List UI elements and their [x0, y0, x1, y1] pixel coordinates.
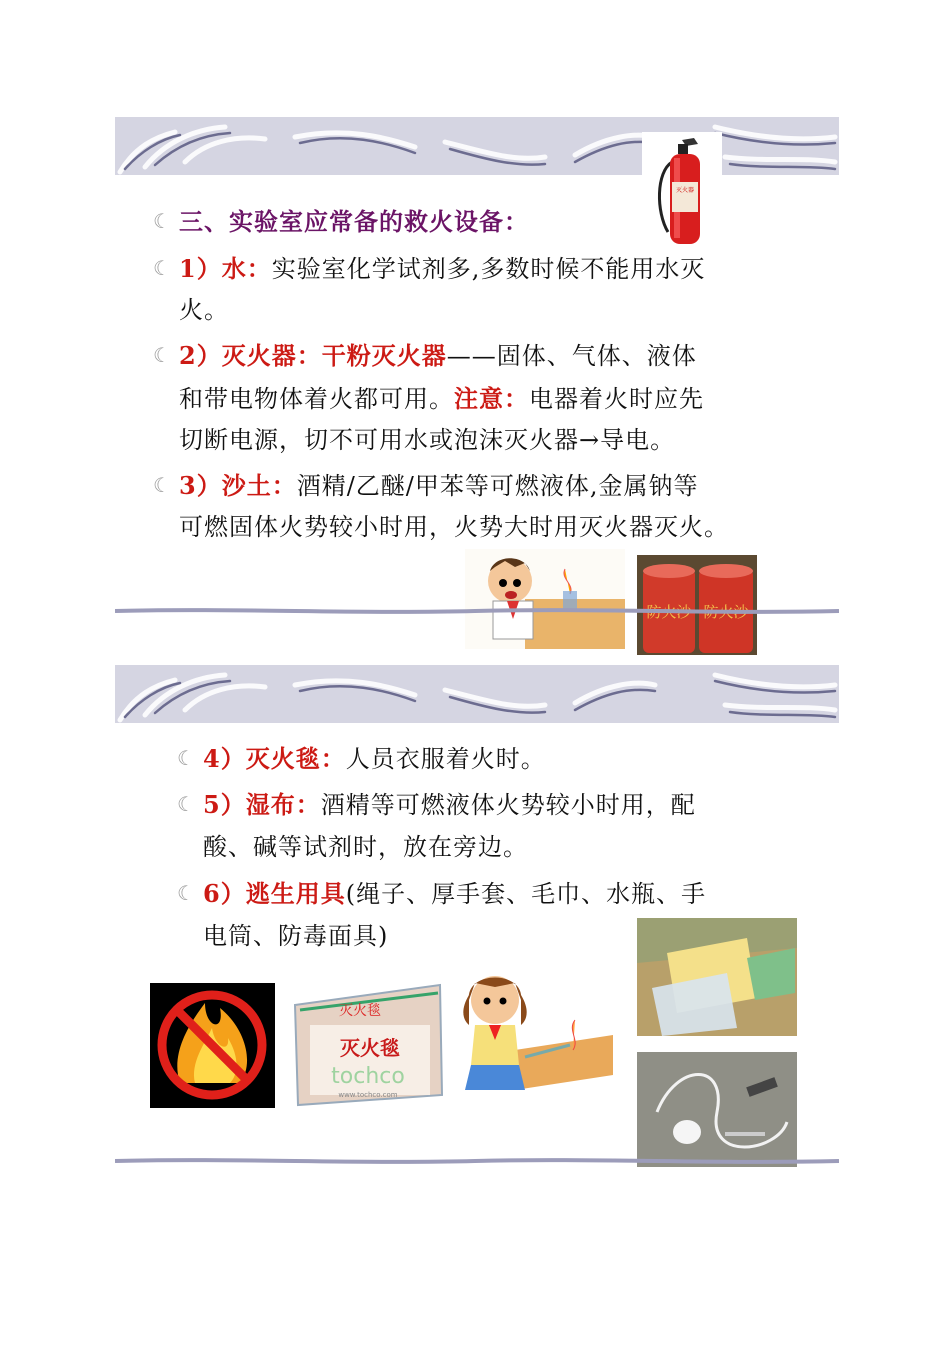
item-5-text: 酒精等可燃液体火势较小时用，配 — [320, 791, 696, 819]
fire-blanket-package-image — [290, 965, 445, 1107]
towels-gloves-image — [637, 918, 797, 1036]
item-3-label: 3）沙土： — [179, 471, 297, 500]
sand-bucket-label-2: 防火沙 — [703, 603, 749, 621]
item-1-label: 1）水： — [179, 254, 272, 283]
item-2-text-3: 切断电源，切不可用水或泡沫灭火器→导电。 — [179, 426, 676, 454]
blanket-pack-top-text: 灭火毯 — [339, 1003, 381, 1019]
item-2-text-post: 电器着火时应先 — [529, 385, 704, 413]
item-1-line2 — [179, 289, 229, 332]
blanket-pack-label: 灭火毯 — [340, 1036, 400, 1060]
item-2-text: ——固体、气体、液体 — [446, 342, 697, 370]
bullet-swoosh-icon: ☾ — [153, 209, 172, 233]
slide1-title-line — [153, 200, 529, 244]
bullet-swoosh-icon: ☾ — [177, 746, 196, 770]
blanket-brand: tochco — [331, 1064, 405, 1089]
cartoon-girl-lab-image — [455, 965, 615, 1090]
slide-banner — [115, 117, 839, 175]
item-5-line2 — [203, 826, 528, 869]
cartoon-boy-lab-image — [465, 549, 625, 649]
item-6-line1 — [177, 872, 707, 916]
item-2-label2: 干粉灭火器 — [321, 341, 447, 370]
item-6-line2 — [203, 915, 388, 958]
slide-bottom-line — [115, 1158, 839, 1164]
sand-bucket-label: 防火沙 — [646, 603, 692, 621]
fire-extinguisher-image — [642, 132, 722, 247]
slide1-title: 三、实验室应常备的救火设备： — [179, 207, 529, 236]
item-3-line1 — [153, 464, 699, 508]
extinguisher-label-text: 灭火器 — [675, 187, 695, 194]
item-4-text: 人员衣服着火时。 — [345, 745, 546, 773]
item-3-text-2: 可燃固体火势较小时用，火势大时用灭火器灭火。 — [179, 513, 729, 541]
item-2-text-pre: 和带电物体着火都可用。 — [179, 385, 454, 413]
item-2-line1 — [153, 334, 697, 378]
item-5-text-2: 酸、碱等试剂时，放在旁边。 — [203, 833, 528, 861]
rope-escape-tools-image — [637, 1052, 797, 1167]
bullet-swoosh-icon: ☾ — [153, 256, 172, 280]
swirl-decoration — [115, 117, 839, 175]
item-3-text: 酒精/乙醚/甲苯等可燃液体,金属钠等 — [296, 472, 699, 500]
item-5-line1 — [177, 783, 696, 827]
item-4-label: 4）灭火毯： — [203, 744, 346, 773]
slide-banner — [115, 665, 839, 723]
blanket-url: www.tochco.com — [338, 1091, 398, 1099]
item-2-line2 — [179, 377, 704, 421]
bullet-swoosh-icon: ☾ — [153, 473, 172, 497]
item-6-label: 6）逃生用具 — [203, 879, 346, 908]
no-fire-icon — [150, 983, 275, 1108]
item-1-text: 实验室化学试剂多,多数时候不能用水灭 — [271, 255, 706, 283]
item-4-line — [177, 737, 546, 781]
slide-2 — [115, 665, 839, 1170]
item-3-line2 — [179, 506, 729, 549]
no-fire-symbol-image — [150, 983, 275, 1108]
item-5-label: 5）湿布： — [203, 790, 321, 819]
item-2-line3 — [179, 419, 675, 462]
note-label: 注意： — [454, 384, 529, 413]
bullet-swoosh-icon: ☾ — [153, 343, 172, 367]
item-1-line1 — [153, 247, 706, 291]
item-6-text-2: 电筒、防毒面具) — [203, 922, 389, 950]
slide-1 — [115, 117, 839, 621]
fire-sand-bucket-image — [637, 555, 757, 655]
item-1-text-cont: 火。 — [179, 296, 229, 324]
slide-bottom-line — [115, 608, 839, 614]
item-2-label: 2）灭火器： — [179, 341, 322, 370]
bullet-swoosh-icon: ☾ — [177, 881, 196, 905]
bullet-swoosh-icon: ☾ — [177, 792, 196, 816]
item-6-text: (绳子、厚手套、毛巾、水瓶、手 — [345, 880, 707, 908]
swirl-decoration — [115, 665, 839, 723]
